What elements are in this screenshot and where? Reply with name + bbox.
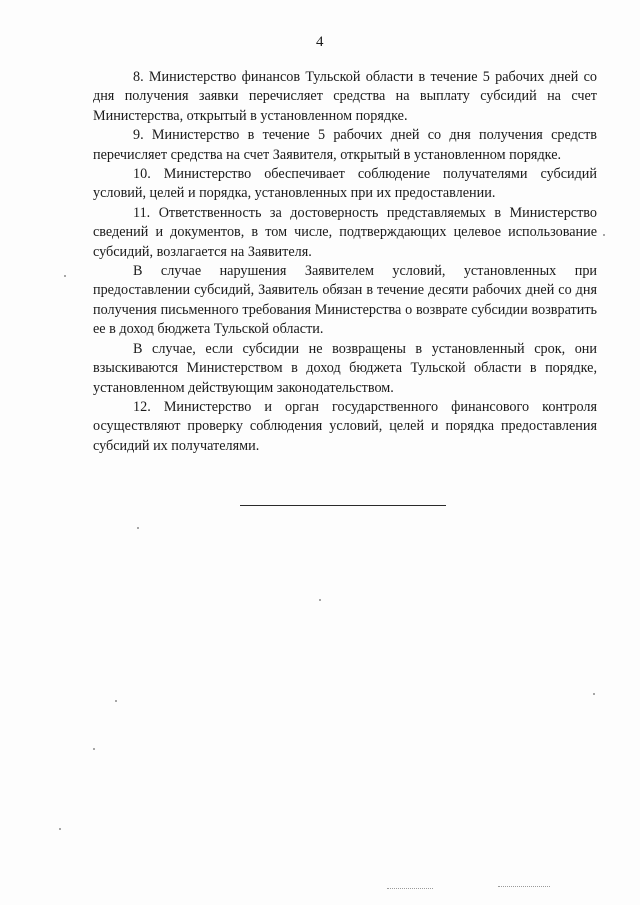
paragraph-9: 9. Министерство в течение 5 рабочих дней со дня получения средств перечисляет средства на счет Заявителя, открытый в установленном порядке.	[93, 127, 597, 163]
scan-speck	[115, 700, 117, 702]
document-body	[93, 68, 597, 456]
paragraph-10: 10. Министерство обеспечивает соблюдение получателями субсидий условий, целей и порядка, установленных при их предоставлении.	[93, 166, 597, 202]
scan-speck	[93, 748, 95, 750]
scan-speck	[64, 275, 66, 277]
paragraph-recovery: В случае, если субсидии не возвращены в установленный срок, они взыскиваются Министерством в доход бюджета Тульской области в порядке, установленном действующим законодательством.	[93, 340, 597, 396]
scan-speck	[319, 599, 321, 601]
scan-mark	[387, 888, 433, 889]
paragraph-11: 11. Ответственность за достоверность представляемых в Министерство сведений и документов, в том числе, подтверждающих целевое использование субсидий, возлагается на Заявителя.	[93, 204, 597, 260]
scan-mark	[498, 886, 550, 887]
scan-speck	[137, 527, 139, 529]
scan-speck	[59, 828, 61, 830]
end-separator-line	[240, 505, 446, 506]
scan-speck	[593, 693, 595, 695]
paragraph-12: 12. Министерство и орган государственного финансового контроля осуществляют проверку соблюдения условий, целей и порядка предоставления субсидий их получателями.	[93, 398, 597, 454]
page-number: 4	[316, 34, 324, 50]
paragraph-refund-obligation: В случае нарушения Заявителем условий, установленных при предоставлении субсидий, Заявитель обязан в течение десяти рабочих дней со дня получения письменного требования Министерства о возврате субсидии возвратить ее в доход бюджета Тульской области.	[93, 263, 597, 338]
scan-speck	[603, 234, 605, 236]
paragraph-8: 8. Министерство финансов Тульской области в течение 5 рабочих дней со дня получения заявки перечисляет средства на выплату субсидий на счет Министерства, открытый в установленном порядке.	[93, 69, 597, 124]
